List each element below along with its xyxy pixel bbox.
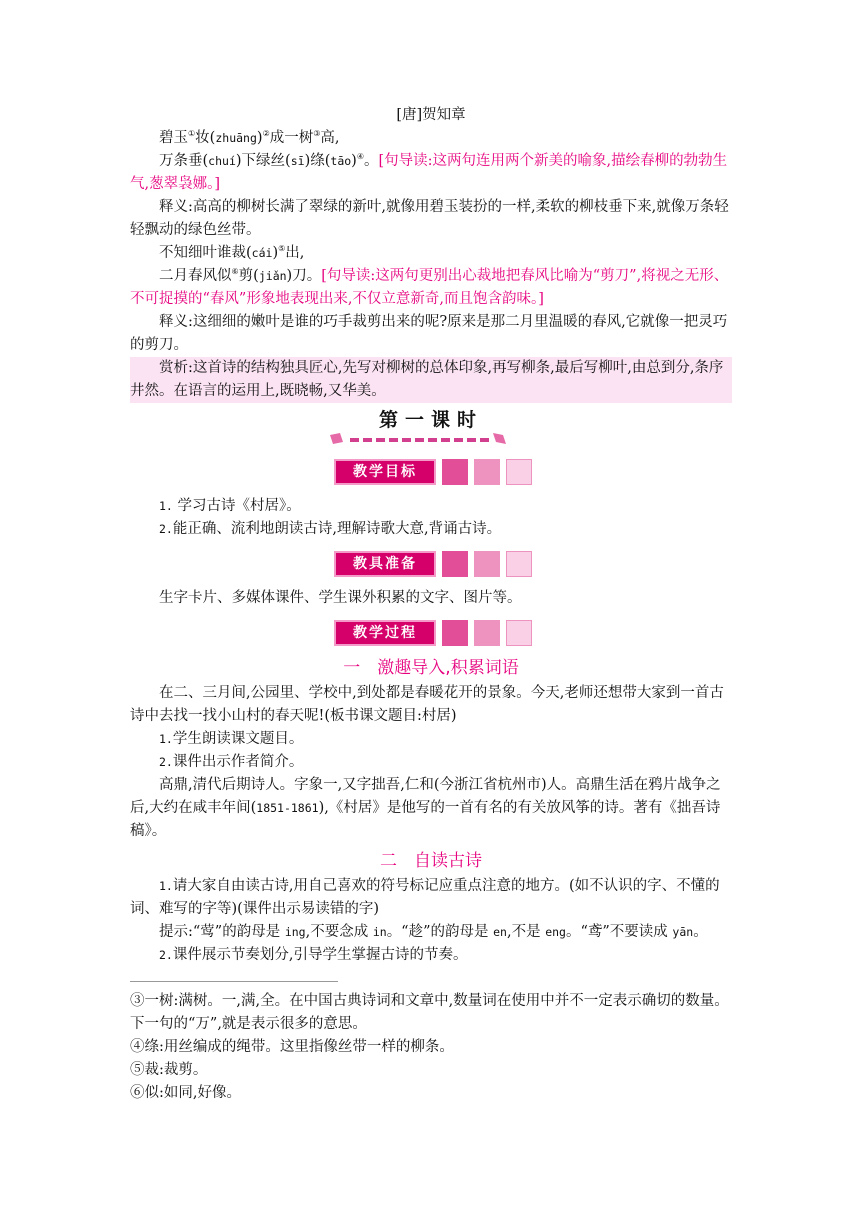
decor-square [506,620,532,646]
section-2-title: 二 自读古诗 [380,851,482,871]
section-1-intro: 在二、三月间,公园里、学校中,到处都是春暖花开的景象。今天,老师还想带大家到一首古诗中去找一找小山村的春天呢!(板书课文题目:村居) [130,685,724,724]
decor-square [442,620,468,646]
decor-square [474,459,500,485]
prep-text: 生字卡片、多媒体课件、学生课外积累的文字、图片等。 [159,590,522,606]
pronunciation-tip: 提示:“莺”的韵母是 ing,不要念成 in。“趁”的韵母是 en,不是 eng。“鸢”不要读成 yān。 [159,924,708,940]
section-2-step-1: 1.请大家自由读古诗,用自己喜欢的符号标记应重点注意的地方。(如不认识的字、不懂的词、难写的字等)(课件出示易读错的字) [130,878,720,917]
goal-1: 1. 学习古诗《村居》。 [159,498,301,514]
sentence-guide: [句导读:这两句更别出心裁地把春风比喻为“剪刀”,将视之无形、不可捉摸的“春风”形象地表现出来,不仅立意新奇,而且饱含韵味。] [130,268,729,307]
decor-square [442,551,468,577]
decor-square [506,551,532,577]
prep-tag: 教具准备 [334,551,436,577]
footnote-4: ④绦:用丝编成的绳带。这里指像丝带一样的柳条。 [130,1039,454,1055]
process-tag: 教学过程 [334,620,436,646]
goals-tag: 教学目标 [334,459,436,485]
title-banner-decoration [330,433,506,445]
poem-line-2: 万条垂(chuí)下绿丝(sī)绦(tāo)④。[句导读:这两句连用两个新美的喻象,描绘春柳的勃勃生气,葱翠袅娜。] [130,152,728,192]
decor-square [474,551,500,577]
process-header [130,620,732,648]
decor-square [506,459,532,485]
footnote-6: ⑥似:如同,好像。 [130,1085,241,1101]
poem-line-1: 碧玉①妆(zhuāng)②成一树③高, [159,129,340,146]
lesson-title: 第一课时 [130,405,732,449]
sentence-guide: [句导读:这两句连用两个新美的喻象,描绘春柳的勃勃生气,葱翠袅娜。] [130,153,728,192]
document-page [130,104,732,1105]
appreciation: 赏析:这首诗的结构独具匠心,先写对柳树的总体印象,再写柳条,最后写柳叶,由总到分,条序井然。在语言的运用上,既晓畅,又华美。 [130,357,732,403]
poem-line-3: 不知细叶谁裁(cái)⑤出, [159,244,305,261]
footnote-5: ⑤裁:裁剪。 [130,1062,208,1078]
goal-2: 2.能正确、流利地朗读古诗,理解诗歌大意,背诵古诗。 [159,521,502,537]
section-1-step-1: 1.学生朗读课文题目。 [159,731,304,747]
section-2-step-2: 2.课件展示节奏划分,引导学生掌握古诗的节奏。 [159,947,468,963]
decor-square [474,620,500,646]
explanation-1: 释义:高高的柳树长满了翠绿的新叶,就像用碧玉装扮的一样,柔软的柳枝垂下来,就像万条轻轻飘动的绿色丝带。 [130,199,729,238]
author-bio: 高鼎,清代后期诗人。字象一,又字拙吾,仁和(今浙江省杭州市)人。高鼎生活在鸦片战争之后,大约在咸丰年间(1851-1861),《村居》是他写的一首有名的有关放风筝的诗。著有《拙吾诗稿》。 [130,777,721,839]
decor-square [442,459,468,485]
goals-header [130,459,732,487]
explanation-2: 释义:这细细的嫩叶是谁的巧手裁剪出来的呢?原来是那二月里温暖的春风,它就像一把灵巧的剪刀。 [130,314,728,353]
section-1-title: 一 激趣导入,积累词语 [343,658,519,678]
footnote-divider [130,981,338,982]
poem-line-4: 二月春风似⑥剪(jiǎn)刀。[句导读:这两句更别出心裁地把春风比喻为“剪刀”,将视之无形、不可捉摸的“春风”形象地表现出来,不仅立意新奇,而且饱含韵味。] [130,267,729,307]
footnote-3: ③一树:满树。一,满,全。在中国古典诗词和文章中,数量词在使用中并不一定表示确切的数量。下一句的“万”,就是表示很多的意思。 [130,993,729,1032]
prep-header [130,551,732,579]
section-1-step-2: 2.课件出示作者简介。 [159,754,304,770]
poem-author: [唐]贺知章 [396,107,466,123]
